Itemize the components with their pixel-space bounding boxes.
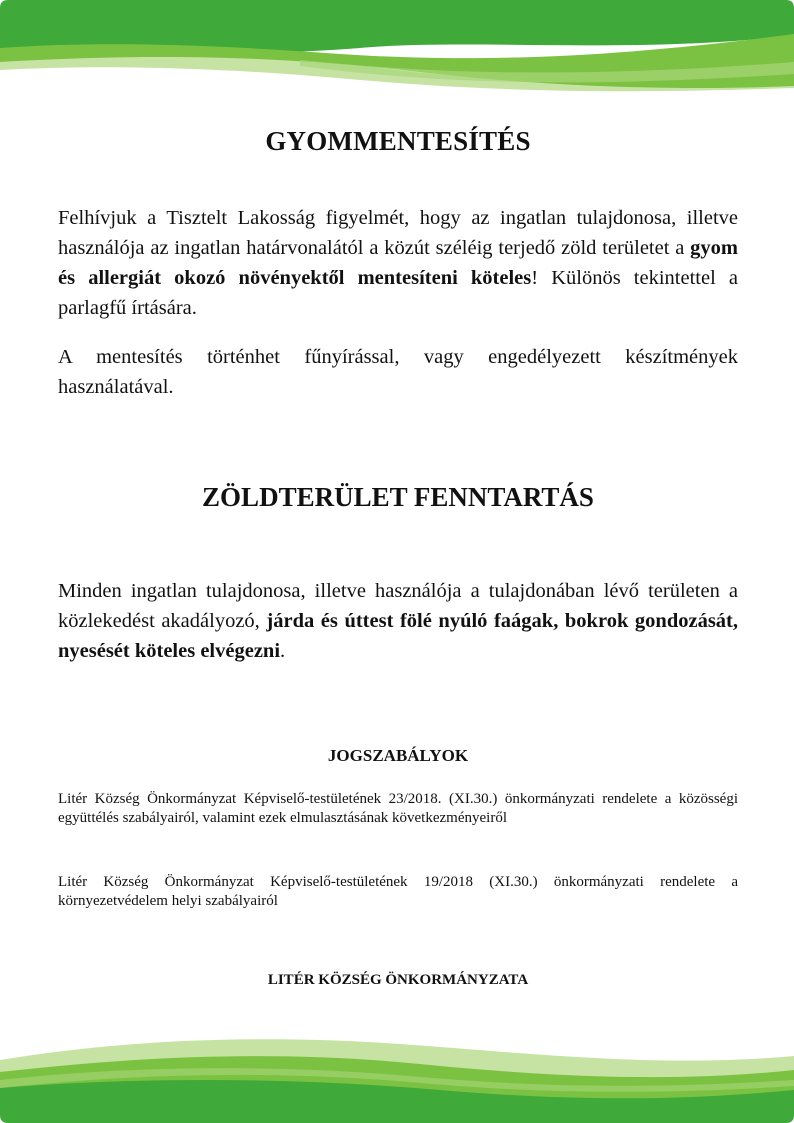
weed-text-bold: gyom és allergiát okozó növényektől mentesíteni köteles <box>58 237 738 289</box>
weed-text-2: ! Különös tekintettel a parlagfű írtására. <box>58 267 738 319</box>
title-weed-removal: GYOMMENTESÍTÉS <box>265 126 531 156</box>
signature-municipality: LITÉR KÖZSÉG ÖNKORMÁNYZATA <box>267 972 529 988</box>
green-text-bold: járda és úttest fölé nyúló faágak, bokrok gondozását, nyesését köteles elvégezni <box>58 610 738 662</box>
title-legislation: JOGSZABÁLYOK <box>327 746 469 765</box>
removal-method-paragraph: A mentesítés történhet fűnyírással, vagy engedélyezett készítmények használatával. <box>58 346 738 398</box>
legislation-item: Litér Község Önkormányzat Képviselő-testületének 19/2018 (XI.30.) önkormányzati rendelete a környezetvédelem helyi szabályairól <box>58 874 738 909</box>
title-green-area-maintenance: ZÖLDTERÜLET FENNTARTÁS <box>202 482 594 512</box>
green-text-2: . <box>280 640 286 662</box>
weed-removal-paragraph <box>58 203 738 323</box>
weed-text-1: Felhívjuk a Tisztelt Lakosság figyelmét, hogy az ingatlan tulajdonosa, illetve használója az ingatlan határvonalától a közút széléig terjedő zöld területet a <box>58 207 738 259</box>
legislation-item: Litér Község Önkormányzat Képviselő-testületének 23/2018. (XI.30.) önkormányzati rendelete a közösségi együttélés szabályairól, valamint ezek elmulasztásának következményeiről <box>58 791 738 826</box>
bottom-wave-banner <box>0 1030 794 1123</box>
top-wave-banner <box>0 0 794 95</box>
green-text-1: Minden ingatlan tulajdonosa, illetve használója a tulajdonában lévő területen a közlekedést akadályozó, <box>58 580 738 632</box>
green-area-paragraph <box>58 576 738 666</box>
